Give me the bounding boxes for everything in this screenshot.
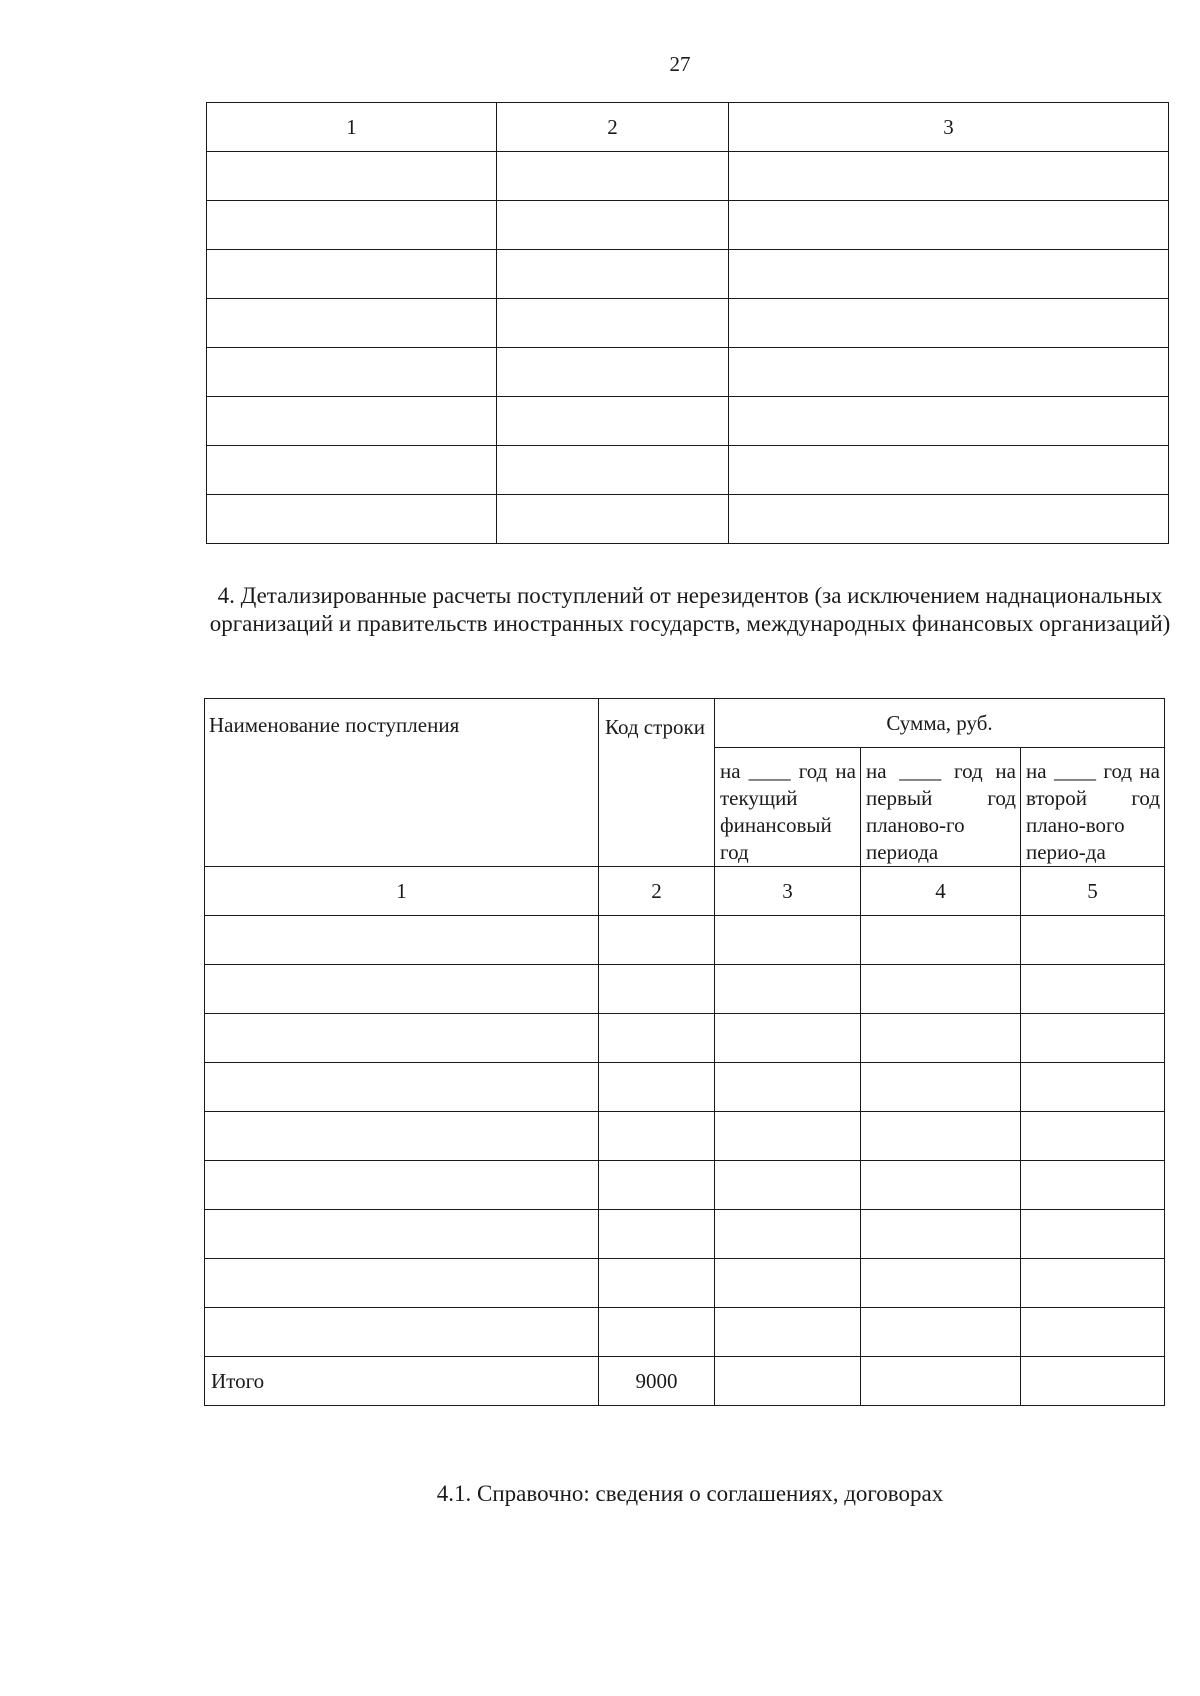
table-row (205, 1112, 1165, 1161)
table-cell[interactable] (1021, 965, 1165, 1014)
total-code: 9000 (599, 1357, 715, 1406)
table-cell[interactable] (207, 397, 497, 446)
table-cell[interactable] (497, 397, 729, 446)
table-cell[interactable] (1021, 1063, 1165, 1112)
table-cell[interactable] (205, 1112, 599, 1161)
column-number: 4 (861, 867, 1021, 916)
table-row (207, 250, 1169, 299)
table-cell[interactable] (715, 1063, 861, 1112)
table-cell[interactable] (729, 250, 1169, 299)
table-cell[interactable] (861, 1259, 1021, 1308)
table-cell[interactable] (861, 1014, 1021, 1063)
section-4-title: 4. Детализированные расчеты поступлений от нерезидентов (за исключением наднациональных организаций и правительств иностранных государств, международных финансовых организаций) (209, 583, 1171, 636)
column-number: 1 (205, 867, 599, 916)
table-cell[interactable] (497, 201, 729, 250)
table-cell[interactable] (861, 1210, 1021, 1259)
table-cell[interactable] (729, 152, 1169, 201)
table-cell[interactable] (205, 1014, 599, 1063)
table-cell[interactable] (861, 916, 1021, 965)
page-number: 27 (669, 52, 691, 76)
table-cell[interactable] (1021, 1014, 1165, 1063)
table-cell[interactable] (205, 1210, 599, 1259)
table-cell[interactable] (599, 1259, 715, 1308)
table-cell[interactable] (715, 1014, 861, 1063)
table-cell[interactable] (497, 299, 729, 348)
table-cell[interactable] (715, 1357, 861, 1406)
table-cell[interactable] (207, 299, 497, 348)
table-cell[interactable] (1021, 1210, 1165, 1259)
table-cell[interactable] (729, 348, 1169, 397)
table-cell[interactable] (715, 965, 861, 1014)
table-cell[interactable] (861, 1161, 1021, 1210)
table-cell[interactable] (207, 250, 497, 299)
table-cell[interactable] (205, 965, 599, 1014)
table-cell[interactable] (729, 446, 1169, 495)
table-cell[interactable] (207, 152, 497, 201)
table-cell[interactable] (207, 446, 497, 495)
table-2-nonresident-receipts (204, 698, 1165, 1406)
table-cell[interactable] (205, 1161, 599, 1210)
table-row (205, 1259, 1165, 1308)
column-header-sum: Сумма, руб. (715, 699, 1165, 748)
table-1-header-cell: 3 (729, 103, 1169, 152)
table-cell[interactable] (205, 1259, 599, 1308)
table-cell[interactable] (205, 1063, 599, 1112)
table-row (207, 495, 1169, 544)
column-number: 2 (599, 867, 715, 916)
table-2-header-row (205, 699, 1165, 748)
table-row (207, 397, 1169, 446)
table-row (207, 446, 1169, 495)
table-cell[interactable] (599, 1014, 715, 1063)
table-cell[interactable] (861, 1112, 1021, 1161)
table-cell[interactable] (207, 348, 497, 397)
table-cell[interactable] (207, 495, 497, 544)
table-row (205, 1014, 1165, 1063)
table-cell[interactable] (715, 1210, 861, 1259)
table-row (207, 201, 1169, 250)
table-cell[interactable] (207, 201, 497, 250)
table-row (205, 1210, 1165, 1259)
table-cell[interactable] (861, 1357, 1021, 1406)
table-cell[interactable] (729, 495, 1169, 544)
table-cell[interactable] (497, 348, 729, 397)
table-cell[interactable] (729, 397, 1169, 446)
column-header-name: Наименование поступления (205, 699, 599, 867)
table-cell[interactable] (599, 1210, 715, 1259)
table-cell[interactable] (497, 152, 729, 201)
table-1-header-cell: 1 (207, 103, 497, 152)
table-cell[interactable] (497, 250, 729, 299)
table-cell[interactable] (1021, 1308, 1165, 1357)
table-cell[interactable] (861, 1063, 1021, 1112)
table-row (207, 299, 1169, 348)
table-cell[interactable] (729, 201, 1169, 250)
table-cell[interactable] (599, 1112, 715, 1161)
table-1-header-row (207, 103, 1169, 152)
column-header-first-plan-year: на ____ год на первый год планово-го периода (861, 748, 1021, 867)
table-cell[interactable] (497, 495, 729, 544)
table-cell[interactable] (599, 1063, 715, 1112)
table-row (205, 965, 1165, 1014)
table-cell[interactable] (715, 916, 861, 965)
table-row (205, 916, 1165, 965)
table-cell[interactable] (861, 965, 1021, 1014)
table-cell[interactable] (1021, 1357, 1165, 1406)
table-2-number-row (205, 867, 1165, 916)
table-cell[interactable] (599, 1308, 715, 1357)
table-cell[interactable] (861, 1308, 1021, 1357)
column-number: 3 (715, 867, 861, 916)
table-cell[interactable] (497, 446, 729, 495)
table-2-total-row (205, 1357, 1165, 1406)
table-cell[interactable] (715, 1112, 861, 1161)
table-row (207, 152, 1169, 201)
column-header-second-plan-year: на ____ год на второй год плано-вого перио-да (1021, 748, 1165, 867)
table-cell[interactable] (715, 1308, 861, 1357)
table-cell[interactable] (599, 1161, 715, 1210)
table-cell[interactable] (1021, 1259, 1165, 1308)
table-row (205, 1063, 1165, 1112)
table-row (205, 1161, 1165, 1210)
total-label: Итого (205, 1357, 599, 1406)
table-1 (206, 102, 1169, 544)
table-row (205, 1308, 1165, 1357)
table-1-header-cell: 2 (497, 103, 729, 152)
table-row (207, 348, 1169, 397)
table-cell[interactable] (599, 965, 715, 1014)
table-cell[interactable] (205, 916, 599, 965)
column-number: 5 (1021, 867, 1165, 916)
table-cell[interactable] (1021, 1161, 1165, 1210)
section-4-1-title: 4.1. Справочно: сведения о соглашениях, договорах (436, 1481, 944, 1506)
table-cell[interactable] (729, 299, 1169, 348)
table-cell[interactable] (1021, 1112, 1165, 1161)
table-cell[interactable] (599, 916, 715, 965)
table-cell[interactable] (715, 1259, 861, 1308)
table-cell[interactable] (1021, 916, 1165, 965)
column-header-code: Код строки (599, 699, 715, 867)
column-header-current-year: на ____ год на текущий финансовый год (715, 748, 861, 867)
table-cell[interactable] (715, 1161, 861, 1210)
table-cell[interactable] (205, 1308, 599, 1357)
